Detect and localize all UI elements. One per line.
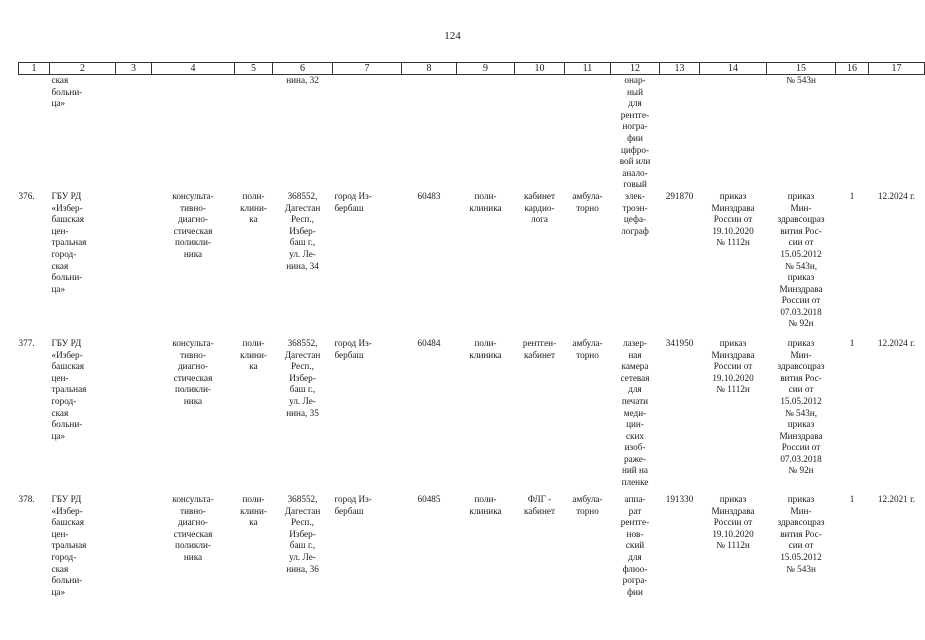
cell-type: поли- клини- ка bbox=[240, 337, 267, 372]
page-number: 124 bbox=[444, 30, 461, 42]
cell-division: консульта- тивно- диагно- стическая поликли- ника bbox=[172, 493, 214, 562]
cell-address: 368552, Дагестан Респ., Избер- баш г., ул. Ле- нина, 34 bbox=[284, 190, 321, 271]
cell-equip-code: 291870 bbox=[665, 190, 694, 201]
cell-qty: 1 bbox=[849, 337, 855, 348]
cell-code: 60483 bbox=[417, 190, 441, 201]
cell-unit-type: поли- клиника bbox=[469, 337, 502, 360]
col-4-header: 4 bbox=[152, 63, 235, 75]
cell-equip-code: 341950 bbox=[665, 337, 694, 348]
col-15-header: 15 bbox=[767, 63, 836, 75]
table-row-continuation bbox=[19, 75, 925, 191]
cell-equipment: элек- троэн- цефа- лограф bbox=[621, 190, 649, 236]
col-7-header: 7 bbox=[333, 63, 402, 75]
cell-num: 377. bbox=[18, 337, 35, 348]
table-row bbox=[19, 494, 925, 606]
cell-equipment: лазер- ная камера сетевая для печати меди- цин- ских изоб- раже- ний на пленке bbox=[620, 337, 650, 488]
column-number-row bbox=[19, 63, 925, 75]
cell-code: 60484 bbox=[417, 337, 441, 348]
cell-division: консульта- тивно- диагно- стическая поликли- ника bbox=[172, 337, 214, 406]
cell-equipment: аппа- рат рентге- нов- ский для флюо- рогра- фии bbox=[620, 493, 650, 597]
cell-city: город Из- бербаш bbox=[334, 493, 372, 516]
col-12-header: 12 bbox=[611, 63, 660, 75]
cell-order: приказ Мин- здравсоцраз вития Рос- сии от 15.05.2012 № 543н, приказ Минздрава России от 07.03.2018 № 92н bbox=[777, 190, 825, 329]
col-10-header: 10 bbox=[515, 63, 565, 75]
cell-room: рентген- кабинет bbox=[522, 337, 557, 360]
cell-address: 368552, Дагестан Респ., Избер- баш г., ул. Ле- нина, 36 bbox=[284, 493, 321, 574]
cell-standard: приказ Минздрава России от 19.10.2020 № 1112н bbox=[711, 190, 755, 248]
cell-date: 12.2021 г. bbox=[877, 493, 916, 504]
cell-order: № 543н bbox=[786, 75, 816, 85]
cell-order: приказ Мин- здравсоцраз вития Рос- сии от 15.05.2012 № 543н, приказ Минздрава России от 07.03.2018 № 92н bbox=[777, 337, 825, 476]
cell-name: ГБУ РД «Избер- башская цен- тральная город- ская больни- ца» bbox=[51, 493, 87, 597]
cell-unit-type: поли- клиника bbox=[469, 190, 502, 213]
cell-date: 12.2024 г. bbox=[877, 337, 916, 348]
cell-code: 60485 bbox=[417, 493, 441, 504]
cell-care: амбула- торно bbox=[572, 190, 603, 213]
cell-equipment: онар- ный для рентге- ногра- фии цифро- вой или анало- говый bbox=[619, 75, 651, 190]
cell-date: 12.2024 г. bbox=[877, 190, 916, 201]
col-16-header: 16 bbox=[836, 63, 869, 75]
cell-type: поли- клини- ка bbox=[240, 190, 267, 225]
cell-address: 368552, Дагестан Респ., Избер- баш г., ул. Ле- нина, 35 bbox=[284, 337, 321, 418]
col-1-header: 1 bbox=[19, 63, 50, 75]
cell-name: ская больни- ца» bbox=[51, 75, 83, 109]
col-8-header: 8 bbox=[402, 63, 457, 75]
cell-qty: 1 bbox=[849, 493, 855, 504]
cell-care: амбула- торно bbox=[572, 493, 603, 516]
col-3-header: 3 bbox=[116, 63, 152, 75]
cell-division: консульта- тивно- диагно- стическая поликли- ника bbox=[172, 190, 214, 259]
cell-name: ГБУ РД «Избер- башская цен- тральная город- ская больни- ца» bbox=[51, 190, 87, 294]
cell-qty: 1 bbox=[849, 190, 855, 201]
col-11-header: 11 bbox=[565, 63, 611, 75]
cell-standard: приказ Минздрава России от 19.10.2020 № 1112н bbox=[711, 337, 755, 395]
cell-name: ГБУ РД «Избер- башская цен- тральная город- ская больни- ца» bbox=[51, 337, 87, 441]
table-row bbox=[19, 338, 925, 494]
col-5-header: 5 bbox=[235, 63, 273, 75]
col-6-header: 6 bbox=[273, 63, 333, 75]
cell-address: нина, 32 bbox=[286, 75, 319, 85]
col-14-header: 14 bbox=[700, 63, 767, 75]
table-row bbox=[19, 191, 925, 338]
equipment-table bbox=[18, 62, 925, 606]
col-17-header: 17 bbox=[869, 63, 925, 75]
cell-order: приказ Мин- здравсоцраз вития Рос- сии от 15.05.2012 № 543н bbox=[777, 493, 825, 574]
col-2-header: 2 bbox=[50, 63, 116, 75]
cell-num: 376. bbox=[18, 190, 35, 201]
cell-unit-type: поли- клиника bbox=[469, 493, 502, 516]
cell-care: амбула- торно bbox=[572, 337, 603, 360]
cell-num: 378. bbox=[18, 493, 35, 504]
col-9-header: 9 bbox=[457, 63, 515, 75]
cell-standard: приказ Минздрава России от 19.10.2020 № 1112н bbox=[711, 493, 755, 551]
cell-room: ФЛГ - кабинет bbox=[523, 493, 555, 516]
col-13-header: 13 bbox=[660, 63, 700, 75]
cell-room: кабинет кардио- лога bbox=[523, 190, 555, 225]
cell-city: город Из- бербаш bbox=[334, 190, 372, 213]
cell-city: город Из- бербаш bbox=[334, 337, 372, 360]
cell-equip-code: 191330 bbox=[665, 493, 694, 504]
cell-type: поли- клини- ка bbox=[240, 493, 267, 528]
